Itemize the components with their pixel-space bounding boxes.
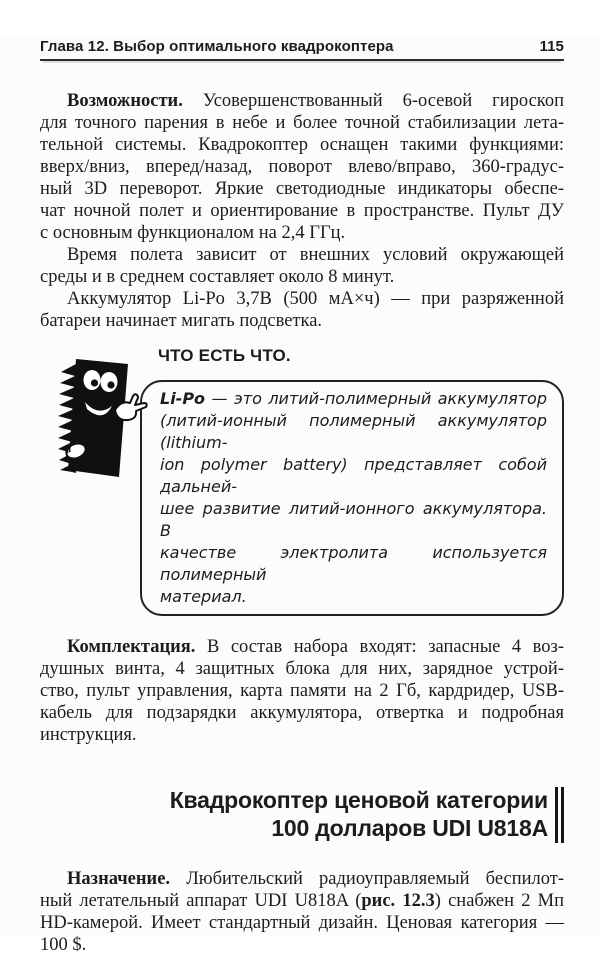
text-line: вверх/вниз, вперед/назад, поворот влево/вправо, 360-градус- xyxy=(40,157,564,177)
paragraph-akkumulyator xyxy=(40,288,564,332)
what-is-what-title: ЧТО ЕСТЬ ЧТО. xyxy=(158,346,291,365)
text-line: инструкция. xyxy=(40,725,137,745)
text-line: шее развитие литий-ионного аккумулятора. В xyxy=(160,499,547,540)
section-heading xyxy=(40,786,564,842)
text-line: Комплектация. В состав набора входят: запасные 4 воз- xyxy=(67,637,564,657)
text-line: для точного парения в небе и более точной стабилизации лета- xyxy=(40,113,564,133)
chapter-title: Глава 12. Выбор оптимального квадрокоптера xyxy=(40,38,394,55)
text-line: ство, пульт управления, карта памяти на 2 Гб, кардридер, USB- xyxy=(40,681,564,701)
paragraph-vozmozhnosti xyxy=(40,90,564,244)
paragraph-vremya-poleta xyxy=(40,244,564,288)
text-line: Li-Po — это литий-полимерный аккумулятор xyxy=(160,389,547,408)
definition-box xyxy=(140,380,564,616)
text-line: душных винта, 4 защитных блока для них, зарядное устрой- xyxy=(40,659,564,679)
paragraph-komplektacia xyxy=(40,636,564,746)
text-line: чат ночной полет и ориентирование в пространстве. Пульт ДУ xyxy=(40,201,564,221)
text-line: (литий-ионный полимерный аккумулятор (lithium- xyxy=(160,411,547,452)
text-line: ный 3D переворот. Яркие светодиодные индикаторы обеспе- xyxy=(40,179,564,199)
text-line: Аккумулятор Li-Po 3,7В (500 мА×ч) — при разряженной xyxy=(67,289,564,309)
text-line: батареи начинает мигать подсветка. xyxy=(40,311,323,331)
text-line: тельной системы. Квадрокоптер оснащен такими функциями: xyxy=(40,135,564,155)
book-page xyxy=(0,38,600,955)
text-line: 100 $. xyxy=(40,935,87,955)
text-line: Возможности. Усовершенствованный 6-осевой гироскоп xyxy=(67,91,564,111)
text-line: с основным функционалом на 2,4 ГГц. xyxy=(40,223,346,243)
what-is-what-block xyxy=(40,346,564,616)
text-line: материал. xyxy=(160,587,247,606)
page-header xyxy=(40,38,564,61)
text-line: кабель для подзарядки аккумулятора, отвертка и подробная xyxy=(40,703,564,723)
section-heading-line-1: Квадрокоптер ценовой категории xyxy=(169,787,548,813)
double-bar-icon xyxy=(555,787,564,843)
text-line: Время полета зависит от внешних условий окружающей xyxy=(67,245,564,265)
page-content xyxy=(40,90,564,956)
page-number: 115 xyxy=(539,38,564,55)
text-line: ion polymer battery) представляет собой дальней- xyxy=(160,455,547,496)
text-line: качестве электролита используется полимерный xyxy=(160,543,547,584)
paragraph-naznachenie xyxy=(40,868,564,956)
chip-mascot-icon xyxy=(46,348,146,483)
section-heading-line-2: 100 долларов UDI U818A xyxy=(271,815,548,841)
text-line: HD-камерой. Имеет стандартный дизайн. Ценовая категория — xyxy=(40,913,564,933)
text-line: Назначение. Любительский радиоуправляемый беспилот- xyxy=(67,869,564,889)
text-line: среды и в среднем составляет около 8 минут. xyxy=(40,267,395,287)
text-line: ный летательный аппарат UDI U818A (рис. 12.3) снабжен 2 Мп xyxy=(40,891,564,911)
